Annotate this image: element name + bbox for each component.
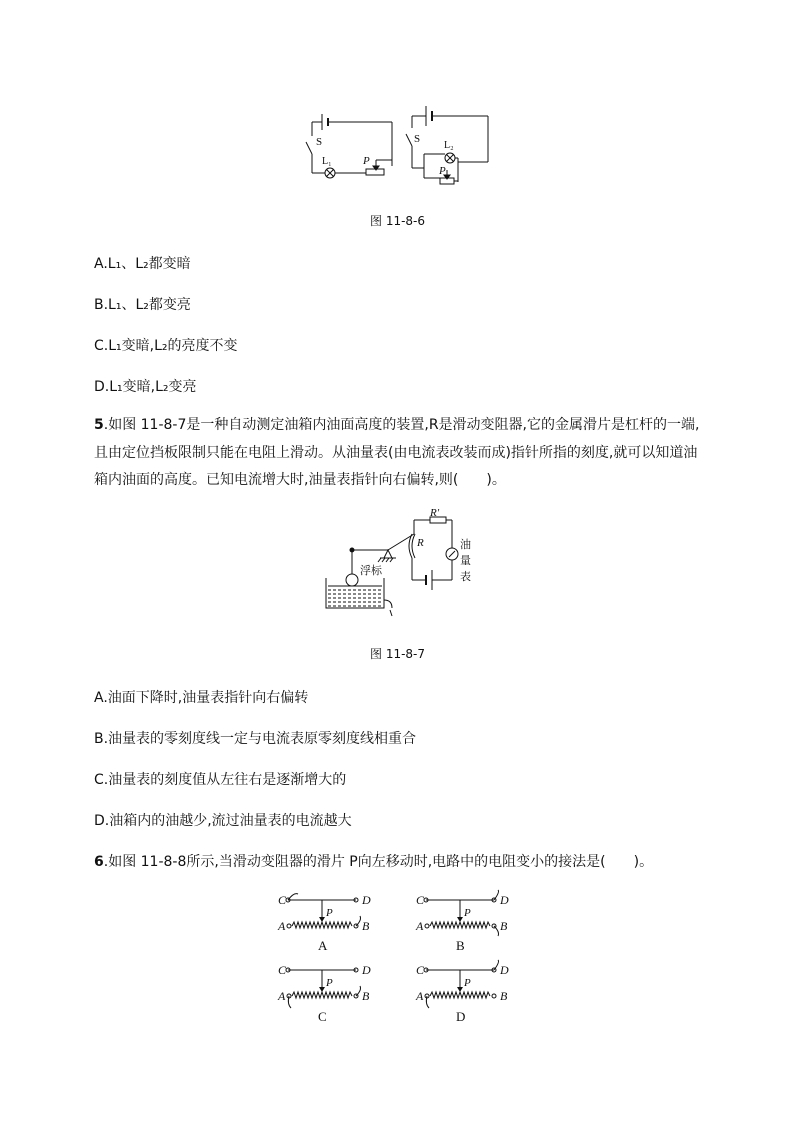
terminal-a-label: A (278, 989, 286, 1003)
fig7-float-label: 浮标 (360, 564, 382, 577)
q4-option-a: A.L₁、L₂都变暗 (94, 256, 191, 272)
terminal-c-label: C (416, 893, 425, 907)
rheostat-option-c (286, 968, 361, 1008)
terminal-d-label: D (362, 893, 371, 907)
figure-11-8-8 (276, 888, 526, 1028)
fig6-slider-label-2: P (439, 165, 446, 177)
question-5-line-1: .如图 11-8-7是一种自动测定油箱内油面高度的装置,R是滑动变阻器,它的金属滑片是杠杆的一端, (103, 417, 700, 433)
terminal-d-label: D (500, 893, 509, 907)
figure-caption-11-8-7: 图 11-8-7 (370, 647, 426, 661)
q5-option-b: B.油量表的零刻度线一定与电流表原零刻度线相重合 (94, 731, 417, 747)
question-6-text: .如图 11-8-8所示,当滑动变阻器的滑片 P向左移动时,电路中的电阻变小的接法是( )。 (103, 854, 654, 870)
terminal-a-label: A (416, 919, 424, 933)
q5-option-d: D.油箱内的油越少,流过油量表的电流越大 (94, 813, 352, 829)
option-label: D (456, 1009, 466, 1024)
fig7-fixed-resistor-label: R′ (430, 507, 440, 519)
terminal-b-label: B (362, 919, 370, 933)
question-6 (94, 851, 653, 871)
figure-caption-11-8-6: 图 11-8-6 (370, 214, 426, 228)
terminal-b-label: B (500, 989, 508, 1003)
fig7-meter-label-2: 量 (460, 554, 471, 567)
q5-option-c: C.油量表的刻度值从左往右是逐渐增大的 (94, 772, 347, 788)
question-6-number: 6 (94, 854, 104, 870)
figure-11-8-6 (300, 98, 500, 193)
terminal-a-label: A (278, 919, 286, 933)
terminal-c-label: C (416, 963, 425, 977)
terminal-a-label: A (416, 989, 424, 1003)
q4-option-d: D.L₁变暗,L₂变亮 (94, 379, 197, 395)
rheostat-option-b (424, 890, 499, 936)
fig6-switch-label-2: S (414, 133, 421, 145)
fig6-switch-label-1: S (316, 136, 323, 148)
fig6-lamp-label-1: L₁ (322, 156, 332, 167)
fig7-variable-resistor-label: R (417, 537, 424, 549)
figure-11-8-7 (318, 507, 488, 617)
q4-option-c: C.L₁变暗,L₂的亮度不变 (94, 338, 238, 354)
fig7-meter-label-3: 表 (460, 570, 471, 583)
rheostat-option-a (286, 894, 361, 928)
fig7-meter-label-1: 油 (460, 538, 471, 551)
question-5-line-2: 且由定位挡板限制只能在电阻上滑动。从油量表(由电流表改装而成)指针所指的刻度,就可以知道油 (94, 444, 698, 461)
slider-p-label: P (326, 907, 333, 919)
fig6-slider-label-1: P (363, 155, 370, 167)
q4-option-b: B.L₁、L₂都变亮 (94, 297, 191, 313)
terminal-c-label: C (278, 963, 287, 977)
option-label: C (318, 1009, 327, 1024)
q5-option-a: A.油面下降时,油量表指针向右偏转 (94, 690, 309, 706)
terminal-b-label: B (362, 989, 370, 1003)
question-5-line-3: 箱内油面的高度。已知电流增大时,油量表指针向右偏转,则( )。 (94, 472, 506, 488)
option-label: B (456, 938, 465, 953)
option-label: A (318, 938, 328, 953)
question-5 (94, 412, 712, 495)
slider-p-label: P (464, 907, 471, 919)
question-5-number: 5 (94, 417, 104, 433)
terminal-b-label: B (500, 919, 508, 933)
terminal-d-label: D (362, 963, 371, 977)
slider-p-label: P (464, 977, 471, 989)
slider-p-label: P (326, 977, 333, 989)
rheostat-option-d (424, 960, 499, 1008)
terminal-d-label: D (500, 963, 509, 977)
fig6-lamp-label-2: L₂ (444, 140, 454, 151)
terminal-c-label: C (278, 893, 287, 907)
